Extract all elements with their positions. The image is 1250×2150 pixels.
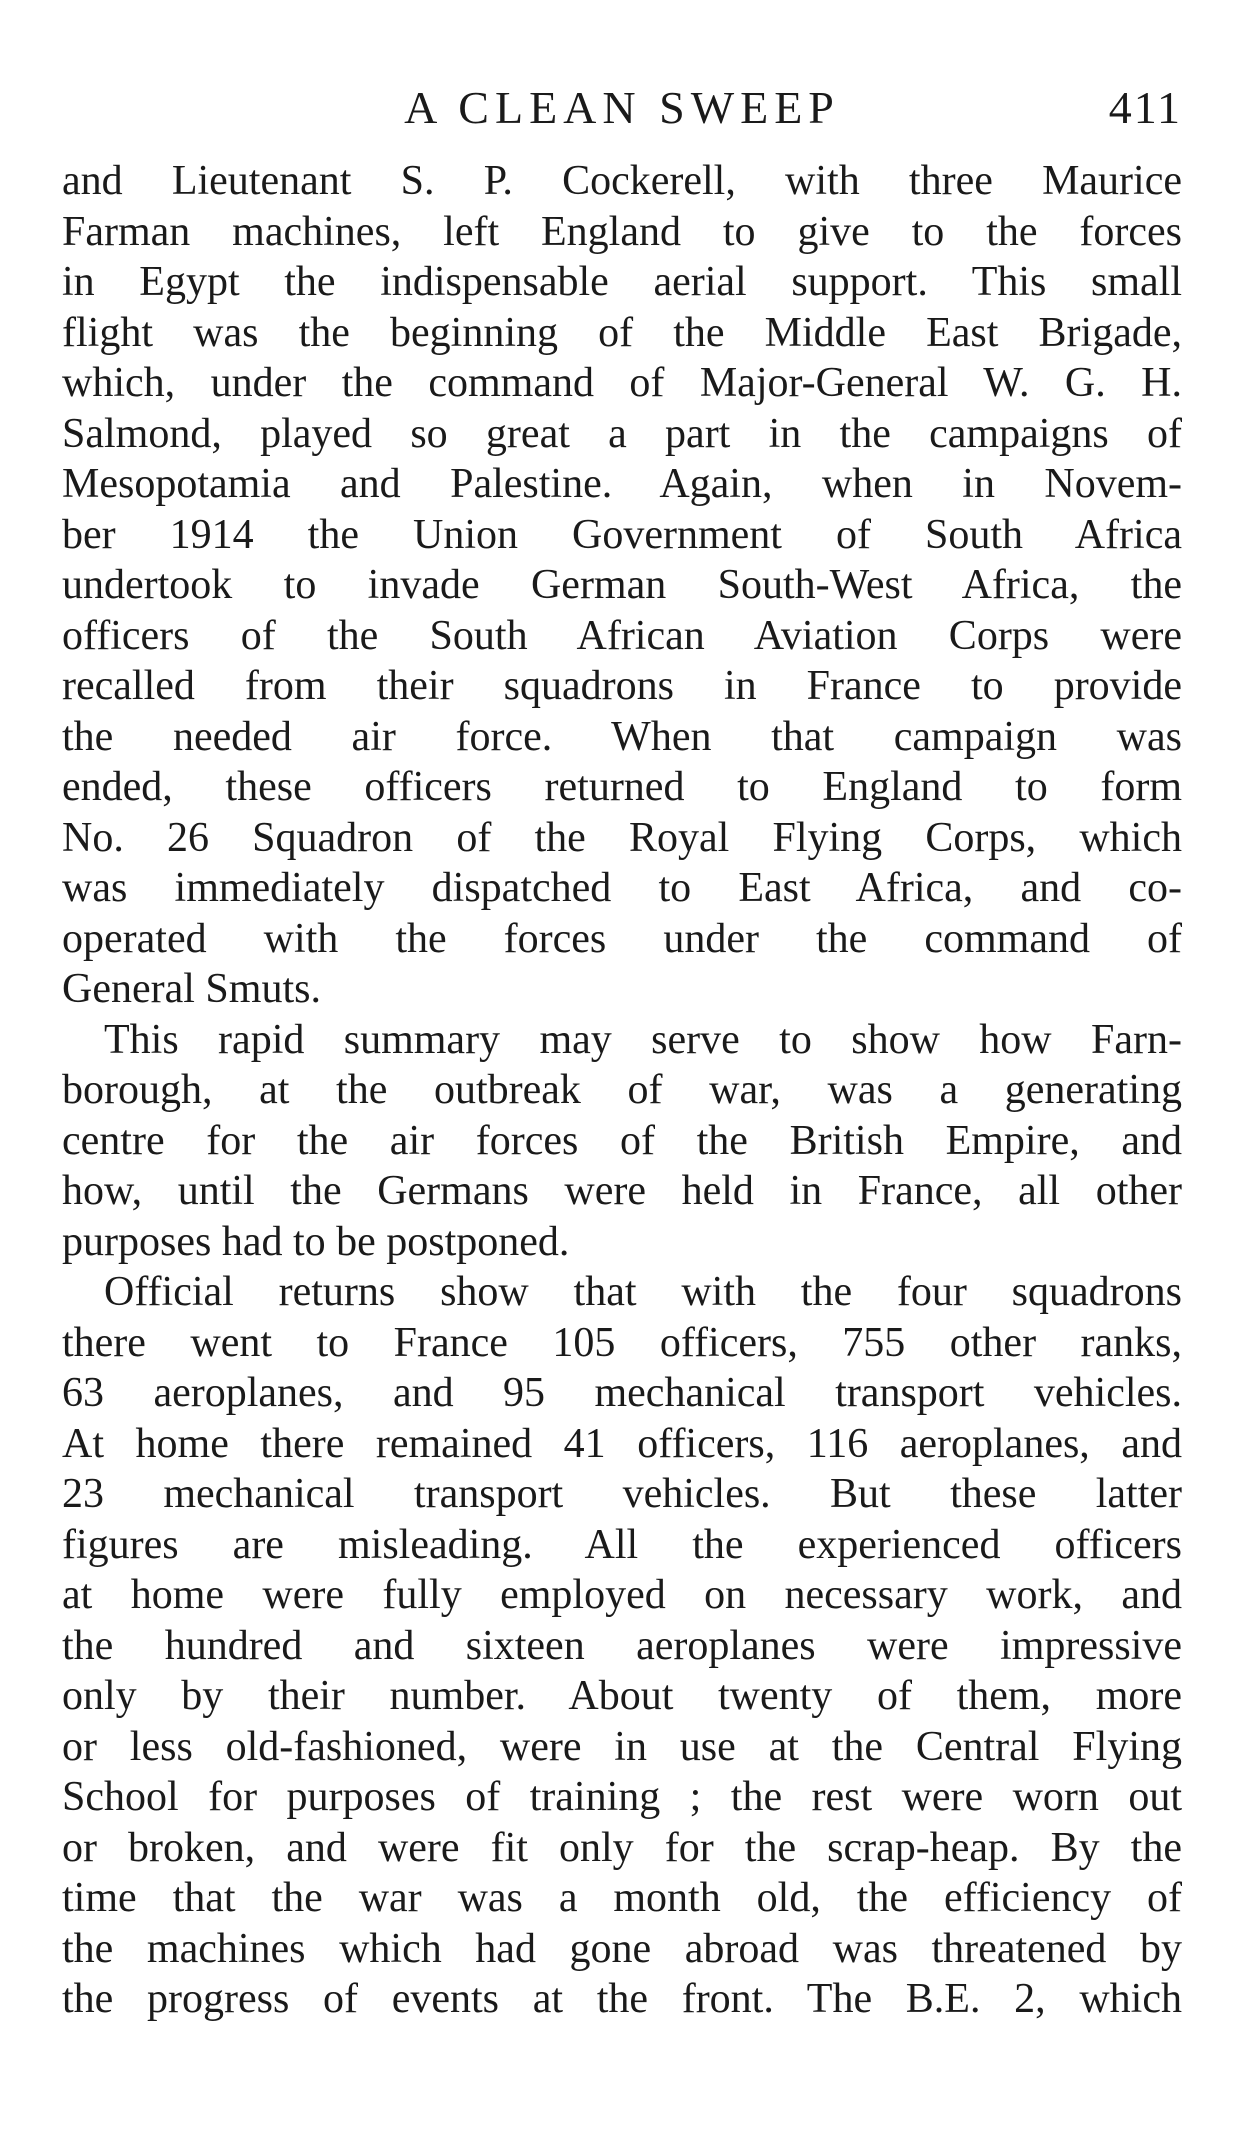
text-line: officers of the South African Aviation Corps were	[62, 612, 1182, 659]
paragraph-end-line: purposes had to be postponed.	[62, 1218, 570, 1265]
text-line: the machines which had gone abroad was threatened by	[62, 1925, 1182, 1972]
text-line: only by their number. About twenty of them, more	[62, 1673, 1182, 1719]
text-line: 63 aeroplanes, and 95 mechanical transport vehicles.	[62, 1370, 1182, 1416]
text-line: ended, these officers returned to England to form	[62, 764, 1182, 810]
text-line: figures are misleading. All the experienced officers	[62, 1521, 1182, 1568]
paragraph-start-line: Official returns show that with the four squadrons	[104, 1269, 1182, 1315]
text-line: the progress of events at the front. The B.E. 2, which	[62, 1976, 1182, 2022]
text-line: centre for the air forces of the British Empire, and	[62, 1117, 1182, 1164]
paragraph-end-line: General Smuts.	[62, 966, 321, 1012]
text-line: which, under the command of Major-General W. G. H.	[62, 360, 1182, 406]
text-line: the hundred and sixteen aeroplanes were impressive	[62, 1622, 1182, 1669]
text-line: at home were fully employed on necessary work, and	[62, 1572, 1182, 1618]
text-line: was immediately dispatched to East Africa, and co-	[62, 865, 1182, 911]
page-number: 411	[1108, 82, 1182, 133]
text-line: borough, at the outbreak of war, was a generating	[62, 1067, 1182, 1113]
text-line: undertook to invade German South-West Africa, the	[62, 562, 1182, 608]
paragraph-start-line: This rapid summary may serve to show how Farn-	[104, 1016, 1182, 1063]
text-line: or broken, and were fit only for the scrap-heap. By the	[62, 1824, 1182, 1871]
text-line: School for purposes of training ; the rest were worn out	[62, 1774, 1182, 1820]
running-title: A CLEAN SWEEP	[404, 82, 840, 133]
text-line: operated with the forces under the command of	[62, 915, 1182, 962]
body-text	[62, 156, 1182, 2025]
text-line: there went to France 105 officers, 755 other ranks,	[62, 1319, 1182, 1366]
text-line: Mesopotamia and Palestine. Again, when in Novem-	[62, 461, 1182, 507]
text-line: At home there remained 41 officers, 116 aeroplanes, and	[62, 1420, 1182, 1467]
text-line: recalled from their squadrons in France to provide	[62, 663, 1182, 709]
text-line: how, until the Germans were held in France, all other	[62, 1168, 1182, 1214]
text-line: time that the war was a month old, the efficiency of	[62, 1875, 1182, 1921]
text-line: the needed air force. When that campaign was	[62, 713, 1182, 760]
text-line: ber 1914 the Union Government of South Africa	[62, 511, 1182, 558]
text-line: Salmond, played so great a part in the campaigns of	[62, 410, 1182, 457]
text-line: in Egypt the indispensable aerial support. This small	[62, 259, 1182, 305]
text-line: No. 26 Squadron of the Royal Flying Corps, which	[62, 814, 1182, 861]
running-head	[62, 78, 1182, 138]
text-line: or less old-fashioned, were in use at the Central Flying	[62, 1723, 1182, 1770]
text-line: 23 mechanical transport vehicles. But these latter	[62, 1471, 1182, 1517]
text-line: and Lieutenant S. P. Cockerell, with three Maurice	[62, 158, 1182, 204]
text-line: flight was the beginning of the Middle East Brigade,	[62, 309, 1182, 356]
text-line: Farman machines, left England to give to the forces	[62, 208, 1182, 255]
